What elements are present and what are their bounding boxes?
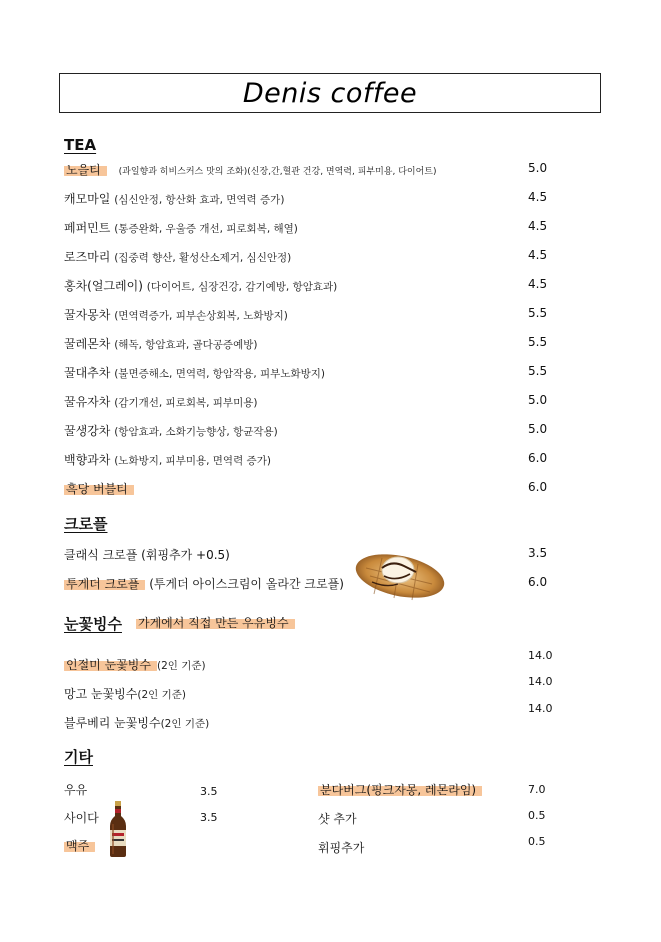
section-heading-tea: TEA [64, 136, 97, 154]
price-tea-9: 5.0 [528, 422, 548, 436]
item-name: 노을티 [64, 163, 107, 177]
item-name: 꿀자몽차 [64, 308, 111, 322]
menu-item-etc-right-2: 휘핑추가 [318, 841, 365, 855]
item-name: 꿀생강차 [64, 424, 111, 438]
item-name: 꿀유자차 [64, 395, 111, 409]
menu-item-tea-7 [64, 364, 325, 381]
section-heading-croffle: 크로플 [64, 515, 108, 533]
item-name: 클래식 크로플 (휘핑추가 +0.5) [64, 548, 230, 562]
menu-title-box [59, 73, 601, 113]
item-name: 백향과차 [64, 453, 111, 467]
item-desc: (통증완화, 우울증 개선, 피로회복, 해열) [114, 223, 298, 235]
menu-item-tea-4 [64, 277, 337, 294]
item-name: 흑당 버블티 [64, 482, 134, 496]
price-etc-left-0: 3.5 [200, 785, 218, 798]
item-name: 맥주 [64, 839, 95, 853]
price-etc-left-1: 3.5 [200, 811, 218, 824]
item-desc: (과일향과 히비스커스 맛의 조화)(신장,간,혈관 건강, 면역력, 피부미용, 다이어트) [118, 167, 437, 177]
price-tea-11: 6.0 [528, 480, 548, 494]
menu-item-tea-11 [64, 480, 134, 497]
item-suffix: (2인 기준) [156, 660, 206, 672]
menu-item-tea-1 [64, 190, 284, 207]
item-desc: (면역력증가, 피부손상회복, 노화방지) [114, 310, 288, 322]
menu-item-tea-9 [64, 422, 278, 439]
item-name: 꿀레몬차 [64, 337, 111, 351]
menu-item-tea-5 [64, 306, 288, 323]
item-suffix: (2인 기준) [137, 689, 187, 701]
price-bingsu-2: 14.0 [528, 702, 553, 715]
section-heading-bingsu: 눈꽃빙수 [64, 615, 122, 633]
menu-item-tea-3 [64, 248, 291, 265]
price-bingsu-0: 14.0 [528, 649, 553, 662]
price-tea-1: 4.5 [528, 190, 548, 204]
item-name: 캐모마일 [64, 192, 111, 206]
menu-item-tea-6 [64, 335, 257, 352]
menu-item-tea-10 [64, 451, 271, 468]
price-croffle-0: 3.5 [528, 546, 548, 560]
section-heading-etc: 기타 [64, 748, 93, 766]
item-name: 페퍼민트 [64, 221, 111, 235]
item-name: 홍차(얼그레이) [64, 279, 143, 293]
item-desc: (항암효과, 소화기능향상, 항균작용) [114, 426, 278, 438]
menu-title: Denis coffee [242, 78, 418, 109]
menu-item-tea-8 [64, 393, 257, 410]
menu-item-bingsu-1 [64, 685, 186, 702]
beer-bottle-image [106, 800, 130, 858]
item-desc: (해독, 항암효과, 골다공증예방) [114, 339, 258, 351]
item-name: 투게더 크로플 [64, 577, 145, 591]
menu-item-bingsu-2 [64, 714, 209, 731]
menu-item-croffle-0 [64, 546, 230, 563]
item-name: 인절미 눈꽃빙수 [64, 658, 157, 672]
menu-item-etc-left-2 [64, 837, 95, 854]
item-desc: (다이어트, 심장건강, 감기예방, 항암효과) [146, 281, 338, 293]
menu-item-etc-left-0: 우유 [64, 783, 88, 797]
price-etc-right-1: 0.5 [528, 809, 546, 822]
menu-item-etc-right-1: 샷 추가 [318, 812, 357, 826]
price-tea-5: 5.5 [528, 306, 548, 320]
item-name: 블루베리 눈꽃빙수 [64, 716, 161, 730]
menu-item-tea-0 [64, 161, 437, 178]
price-croffle-1: 6.0 [528, 575, 548, 589]
item-desc: (심신안정, 항산화 효과, 면역력 증가) [114, 194, 285, 206]
menu-item-etc-right-0 [318, 781, 482, 798]
item-desc: (노화방지, 피부미용, 면역력 증가) [114, 455, 271, 467]
menu-item-bingsu-0 [64, 656, 206, 673]
menu-item-etc-left-1: 사이다 [64, 811, 99, 825]
croffle-photo [352, 538, 448, 608]
price-tea-0: 5.0 [528, 161, 548, 175]
menu-item-croffle-1 [64, 575, 344, 592]
price-etc-right-2: 0.5 [528, 835, 546, 848]
price-tea-4: 4.5 [528, 277, 548, 291]
price-tea-8: 5.0 [528, 393, 548, 407]
bingsu-tagline [136, 614, 295, 631]
item-desc: (불면증해소, 면역력, 항암작용, 피부노화방지) [114, 368, 325, 380]
item-name: 로즈마리 [64, 250, 111, 264]
price-tea-7: 5.5 [528, 364, 548, 378]
tagline-text: 가게에서 직접 만든 우유빙수 [136, 616, 295, 630]
price-tea-10: 6.0 [528, 451, 548, 465]
price-tea-2: 4.5 [528, 219, 548, 233]
price-tea-3: 4.5 [528, 248, 548, 262]
item-name: 분다버그(핑크자몽, 레몬라임) [318, 783, 482, 797]
price-etc-right-0: 7.0 [528, 783, 546, 796]
item-suffix: (2인 기준) [160, 718, 210, 730]
item-name: 꿀대추차 [64, 366, 111, 380]
item-name: 망고 눈꽃빙수 [64, 687, 138, 701]
item-desc: (감기개선, 피로회복, 피부미용) [114, 397, 258, 409]
item-desc: (집중력 향산, 활성산소제거, 심신안정) [114, 252, 292, 264]
menu-item-tea-2 [64, 219, 298, 236]
price-bingsu-1: 14.0 [528, 675, 553, 688]
price-tea-6: 5.5 [528, 335, 548, 349]
item-desc: (투게더 아이스크림이 올라간 크로플) [149, 577, 344, 591]
